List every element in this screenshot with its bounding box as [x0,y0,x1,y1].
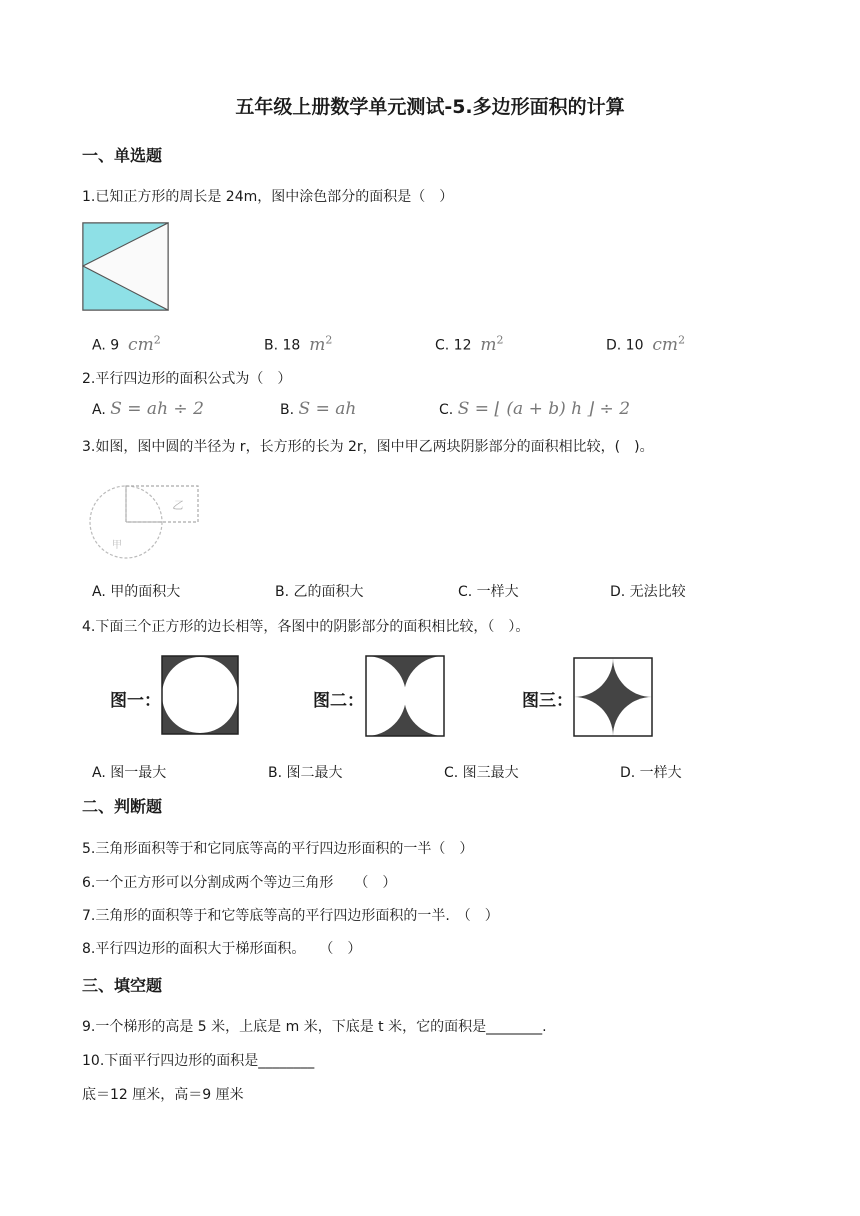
svg-text:甲: 甲 [112,540,122,551]
q1-figure [82,222,170,312]
svg-text:乙: 乙 [172,499,183,512]
q1-option-b[interactable]: B. 18 $m^2$ [264,333,333,355]
question-4-text: 4.下面三个正方形的边长相等，各图中的阴影部分的面积相比较，（ ）。 [82,619,530,635]
q1-option-c[interactable]: C. 12 $m^2$ [435,333,504,355]
section-heading-true-false: 二、判断题 [82,797,163,816]
question-9-text: 9.一个梯形的高是 5 米，上底是 m 米，下底是 t 米，它的面积是________. [82,1019,547,1035]
question-7-text: 7.三角形的面积等于和它等底等高的平行四边形面积的一半. （ ） [82,908,499,924]
q4-figure-2-label: 图二： [313,691,364,711]
question-6-text: 6.一个正方形可以分割成两个等边三角形 （ ） [82,875,397,891]
q3-option-b[interactable]: B. 乙的面积大 [275,584,364,600]
question-1-text: 1.已知正方形的周长是 24m，图中涂色部分的面积是（ ） [82,189,454,205]
question-10-note: 底＝12 厘米，高＝9 厘米 [82,1087,244,1103]
question-8-text: 8.平行四边形的面积大于梯形面积。 （ ） [82,941,362,957]
q2-option-b[interactable]: B. S = ah [280,399,357,419]
q4-option-d[interactable]: D. 一样大 [620,765,682,781]
q3-option-a[interactable]: A. 甲的面积大 [92,584,181,600]
q4-figure-3 [573,657,653,737]
q4-figure-3-label: 图三： [522,691,573,711]
q4-option-a[interactable]: A. 图一最大 [92,765,167,781]
question-5-text: 5.三角形面积等于和它同底等高的平行四边形面积的一半（ ） [82,841,474,857]
page-title: 五年级上册数学单元测试-5.多边形面积的计算 [235,96,625,118]
q4-option-b[interactable]: B. 图二最大 [268,765,343,781]
section-heading-fill-blank: 三、填空题 [82,976,163,995]
q3-option-d[interactable]: D. 无法比较 [610,584,686,600]
question-10-text: 10.下面平行四边形的面积是________ [82,1053,315,1069]
q2-option-a[interactable]: A. S = ah ÷ 2 [92,399,204,419]
q1-option-d[interactable]: D. 10 $cm^2$ [606,333,686,355]
question-3-text: 3.如图，图中圆的半径为 r，长方形的长为 2r，图中甲乙两块阴影部分的面积相比较，( )。 [82,439,654,455]
q1-option-a[interactable]: A. 9 $cm^2$ [92,333,161,355]
q4-option-c[interactable]: C. 图三最大 [444,765,519,781]
q4-figure-2 [365,655,445,737]
q3-option-c[interactable]: C. 一样大 [458,584,519,600]
q3-figure [88,478,203,563]
q4-figure-1-label: 图一： [110,691,161,711]
section-heading-single-choice: 一、单选题 [82,146,163,165]
q4-figure-1 [161,655,239,735]
q2-option-c[interactable]: C. S = ⌊ (a + b) h ⌋ ÷ 2 [439,399,631,419]
question-2-text: 2.平行四边形的面积公式为（ ） [82,371,292,387]
